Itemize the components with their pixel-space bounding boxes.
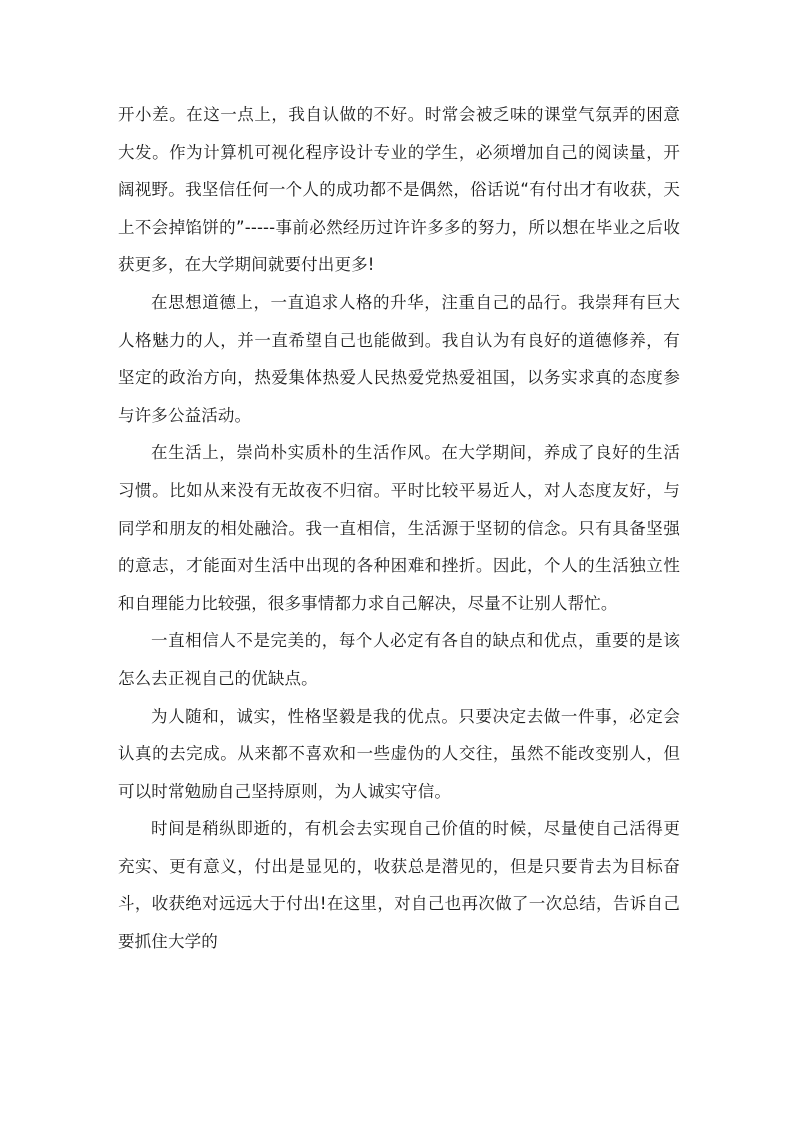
paragraph-ideology-morality: 在思想道德上，一直追求人格的升华，注重自己的品行。我崇拜有巨大人格魅力的人，并一直希望自己也能做到。我自认为有良好的道德修养，有坚定的政治方向，热爱集体热爱人民热爱党热爱祖国，以务实求真的态度参与许多公益活动。 bbox=[118, 292, 680, 425]
document-page bbox=[118, 96, 680, 961]
paragraph-continuation: 开小差。在这一点上，我自认做的不好。时常会被乏味的课堂气氛弄的困意大发。作为计算机可视化程序设计专业的学生，必须增加自己的阅读量，开阔视野。我坚信任何一个人的成功都不是偶然，俗话说“有付出才有收获，天上不会掉馅饼的”-----事前必然经历过许许多多的努力，所以想在毕业之后收获更多，在大学期间就要付出更多! bbox=[118, 105, 680, 275]
paragraph-life-habits: 在生活上，崇尚朴实质朴的生活作风。在大学期间，养成了良好的生活习惯。比如从来没有无故夜不归宿。平时比较平易近人，对人态度友好，与同学和朋友的相处融洽。我一直相信，生活源于坚韧的信念。只有具备坚强的意志，才能面对生活中出现的各种困难和挫折。因此，个人的生活独立性和自理能力比较强，很多事情都力求自己解决，尽量不让别人帮忙。 bbox=[118, 443, 680, 613]
paragraph-time-summary: 时间是稍纵即逝的，有机会去实现自己价值的时候，尽量使自己活得更充实、更有意义，付出是显见的，收获总是潜见的，但是只要肯去为目标奋斗，收获绝对远远大于付出!在这里，对自己也再次做了一次总结，告诉自己要抓住大学的 bbox=[118, 819, 680, 952]
paragraph-strengths-weaknesses: 一直相信人不是完美的，每个人必定有各自的缺点和优点，重要的是该怎么去正视自己的优缺点。 bbox=[118, 631, 680, 688]
paragraph-personality: 为人随和，诚实，性格坚毅是我的优点。只要决定去做一件事，必定会认真的去完成。从来都不喜欢和一些虚伪的人交往，虽然不能改变别人，但可以时常勉励自己坚持原则，为人诚实守信。 bbox=[118, 706, 680, 801]
